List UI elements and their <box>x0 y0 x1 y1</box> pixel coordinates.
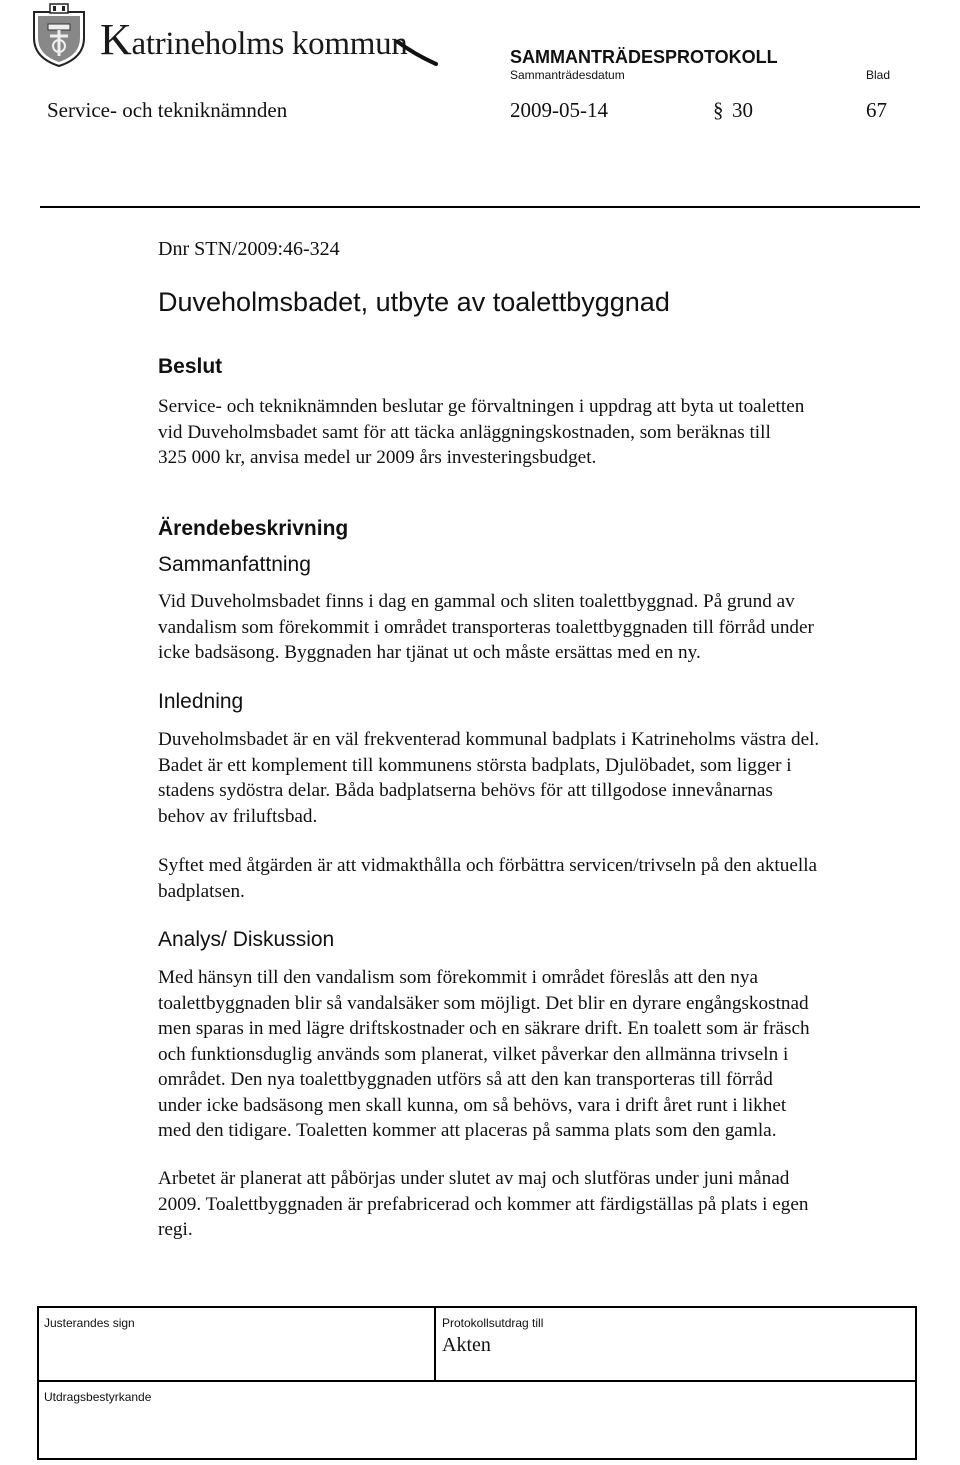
decision-heading: Beslut <box>158 355 223 378</box>
plan-paragraph <box>158 1166 928 1243</box>
paragraph-line: 325 000 kr, anvisa medel ur 2009 års investeringsbudget. <box>158 447 597 468</box>
paragraph-line: badplatsen. <box>158 880 245 902</box>
section-number: 30 <box>732 98 753 122</box>
committee-name: Service- och tekniknämnden <box>47 98 288 122</box>
logo-name: atrineholms kommun <box>131 26 408 62</box>
signature-box-divider <box>37 1380 917 1382</box>
header-divider <box>40 206 920 208</box>
paragraph-line: stadens sydöstra delar. Båda badplatserna behövs för att tillgodose innevånarnas <box>158 780 773 801</box>
meeting-date: 2009-05-14 <box>510 98 608 122</box>
purpose-paragraph <box>158 853 928 904</box>
document-type: SAMMANTRÄDESPROTOKOLL <box>510 47 778 67</box>
page-title: Duveholmsbadet, utbyte av toalettbyggnad <box>158 287 670 317</box>
extract-recipient-value: Akten <box>442 1334 491 1356</box>
paragraph-line: icke badsäsong. Byggnaden har tjänat ut och måste ersättas med en ny. <box>158 642 701 663</box>
intro-heading: Inledning <box>158 690 244 713</box>
paragraph-line: vandalism som förekommit i området transporteras toalettbyggnaden till förråd under <box>158 616 814 638</box>
extract-certification-label: Utdragsbestyrkande <box>44 1390 152 1404</box>
paragraph-line: Med hänsyn till den vandalism som förekommit i området föreslås att den nya <box>158 967 759 988</box>
case-heading: Ärendebeskrivning <box>158 517 349 540</box>
paragraph-line: Badet är ett komplement till kommunens största badplats, Djulöbadet, som ligger i <box>158 754 792 776</box>
paragraph-line: Vid Duveholmsbadet finns i dag en gammal och sliten toalettbyggnad. På grund av <box>158 591 795 612</box>
paragraph-line: och funktionsduglig används som planerat, vilket påverkar den allmänna trivseln i <box>158 1043 789 1065</box>
registration-number: Dnr STN/2009:46-324 <box>158 238 340 260</box>
municipality-logo-text <box>100 14 407 65</box>
page-label: Blad <box>866 68 891 82</box>
meeting-date-label: Sammanträdesdatum <box>510 68 625 82</box>
signature-box-column-divider <box>434 1306 436 1382</box>
paragraph-line: vid Duveholmsbadet samt för att täcka anläggningskostnaden, som beräknas till <box>158 421 771 443</box>
paragraph-line: Arbetet är planerat att påbörjas under slutet av maj och slutföras under juni månad <box>158 1168 790 1189</box>
logo-swoosh-icon <box>396 40 440 66</box>
paragraph-line: men sparas in med lägre driftskostnader och en säkrare drift. En toalett som är fräsch <box>158 1018 810 1039</box>
paragraph-line: toalettbyggnaden blir så vandalsäker som möjligt. Det blir en dyrare engångskostnad <box>158 992 809 1014</box>
paragraph-line: med den tidigare. Toaletten kommer att placeras på samma plats som den gamla. <box>158 1120 777 1141</box>
logo-initial: K <box>100 15 132 64</box>
analysis-paragraph <box>158 965 928 1144</box>
summary-paragraph <box>158 589 928 666</box>
paragraph-line: området. Den nya toalettbyggnaden utförs så att den kan transporteras till förråd <box>158 1069 773 1090</box>
paragraph-line: 2009. Toalettbyggnaden är prefabricerad och kommer att färdigställas på plats i egen <box>158 1193 809 1215</box>
section-sign: § <box>713 98 724 122</box>
analysis-heading: Analys/ Diskussion <box>158 928 335 951</box>
paragraph-line: Service- och tekniknämnden beslutar ge förvaltningen i uppdrag att byta ut toaletten <box>158 396 805 417</box>
paragraph-line: under icke badsäsong men skall kunna, om så behövs, vara i drift året runt i likhet <box>158 1094 787 1116</box>
adjusters-sign-label: Justerandes sign <box>44 1316 135 1330</box>
decision-paragraph <box>158 394 928 471</box>
paragraph-line: behov av friluftsbad. <box>158 805 318 827</box>
summary-heading: Sammanfattning <box>158 553 311 576</box>
municipal-crest-icon <box>30 2 88 68</box>
extract-recipient-label: Protokollsutdrag till <box>442 1316 544 1330</box>
paragraph-line: Syftet med åtgärden är att vidmakthålla och förbättra servicen/trivseln på den aktuella <box>158 855 818 876</box>
page-number: 67 <box>866 98 887 122</box>
paragraph-line: regi. <box>158 1219 193 1240</box>
intro-paragraph <box>158 727 928 829</box>
paragraph-line: Duveholmsbadet är en väl frekventerad kommunal badplats i Katrineholms västra del. <box>158 729 820 750</box>
